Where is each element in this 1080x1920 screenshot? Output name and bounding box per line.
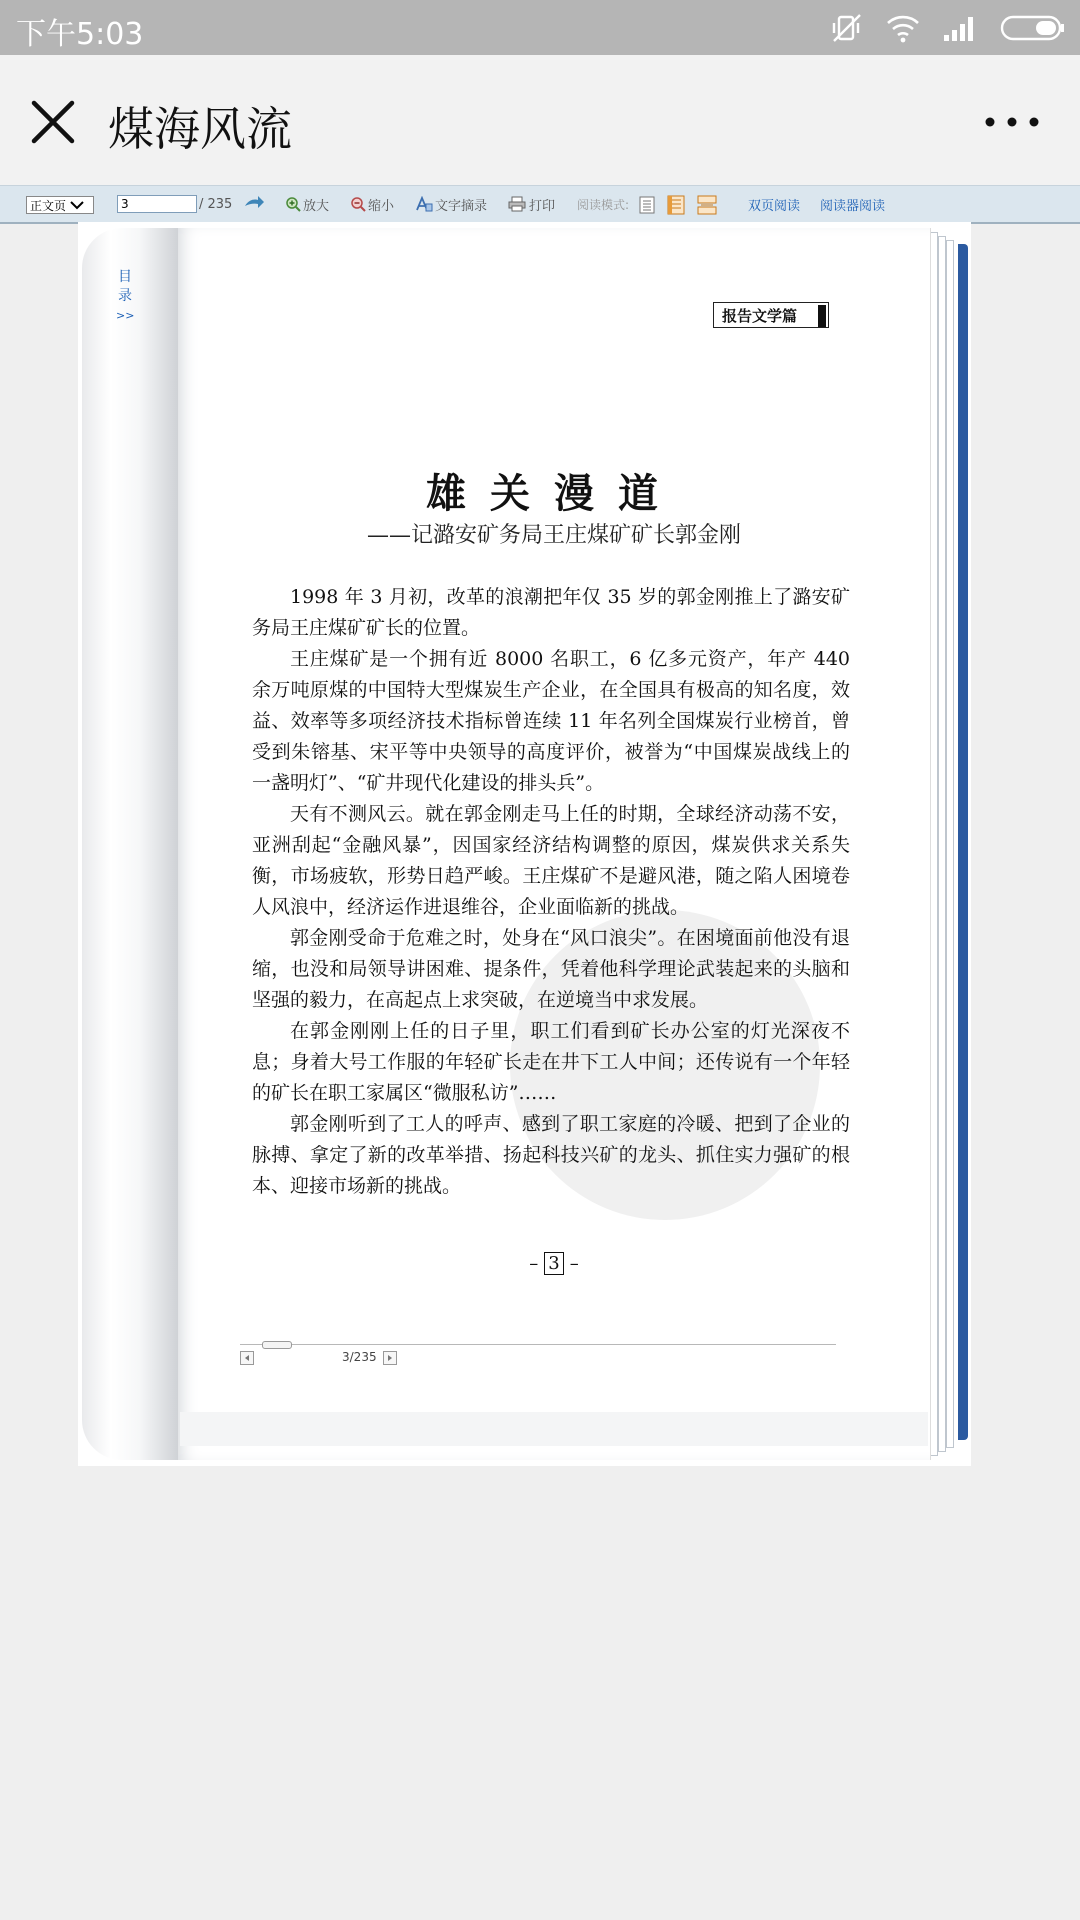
page-footer-strip bbox=[180, 1412, 928, 1446]
paragraph: 1998 年 3 月初，改革的浪潮把年仅 35 岁的郭金刚推上了潞安矿务局王庄煤矿矿长的位置。 bbox=[252, 586, 850, 639]
text-extract-label: 文字摘录 bbox=[435, 198, 488, 214]
reader-toolbar bbox=[0, 185, 1080, 224]
zoom-out-label: 缩小 bbox=[368, 198, 395, 214]
page-number-input[interactable]: 3 bbox=[117, 195, 197, 213]
page-count: 3/235 bbox=[342, 1350, 377, 1364]
zoom-out-button[interactable] bbox=[350, 186, 394, 222]
total-pages: / 235 bbox=[199, 196, 233, 212]
continuous-mode-icon[interactable] bbox=[666, 194, 686, 216]
book-spine bbox=[82, 228, 178, 1460]
go-arrow-icon[interactable] bbox=[243, 195, 265, 211]
reader-read-link[interactable]: 阅读器阅读 bbox=[820, 198, 886, 214]
zoom-in-button[interactable] bbox=[285, 186, 329, 222]
section-tag bbox=[713, 302, 829, 328]
page-stack-edge bbox=[946, 240, 954, 1448]
toc-link[interactable] bbox=[116, 268, 135, 325]
chevron-down-icon bbox=[70, 200, 84, 210]
chevron-right-icon bbox=[386, 1354, 394, 1362]
vibrate-off-icon bbox=[830, 11, 864, 45]
article-subtitle: ——记潞安矿务局王庄煤矿矿长郭金刚 bbox=[366, 523, 741, 548]
page-scrollbar-track bbox=[240, 1344, 836, 1345]
wifi-icon bbox=[886, 13, 920, 43]
text-extract-icon bbox=[415, 196, 433, 212]
single-page-mode-icon[interactable] bbox=[638, 195, 656, 215]
page-dash-left: – bbox=[529, 1253, 539, 1274]
status-icons bbox=[830, 10, 1066, 46]
paragraph: 天有不测风云。就在郭金刚走马上任的时期，全球经济动荡不安，亚洲刮起“金融风暴”，因国家经济结构调整的原因，煤炭供求关系失衡，市场疲软，形势日趋严峻。王庄煤矿不是避风港，随之陷人困境卷人风浪中，经济运作进退维谷，企业面临新的挑战。 bbox=[252, 803, 850, 918]
page-title: 煤海风流 bbox=[108, 102, 292, 156]
paragraph: 郭金刚受命于危难之时，处身在“风口浪尖”。在困境面前他没有退缩，也没和局领导讲困难、提条件，凭着他科学理论武装起来的头脑和坚强的毅力，在高起点上求突破，在逆境当中求发展。 bbox=[252, 927, 850, 1011]
zoom-in-icon bbox=[285, 196, 301, 212]
page-type-select[interactable] bbox=[26, 196, 94, 214]
paragraph: 王庄煤矿是一个拥有近 8000 名职工，6 亿多元资产，年产 440 余万吨原煤的中国特大型煤炭生产企业，在全国具有极高的知名度，效益、效率等多项经济技术指标曾连续 11 年名列全国煤炭行业榜首，曾受到朱镕基、宋平等中央领导的高度评价，被誉为“中国煤炭战线上的一盏明灯”、“矿井现代化建设的排头兵”。 bbox=[252, 648, 850, 794]
more-options-icon[interactable] bbox=[984, 113, 1040, 131]
prev-page-button[interactable] bbox=[240, 1351, 254, 1365]
toc-char-1: 目 bbox=[118, 269, 132, 285]
signal-icon bbox=[942, 13, 978, 43]
page-dash-right: – bbox=[569, 1253, 579, 1274]
toc-char-2: 录 bbox=[118, 288, 132, 304]
title-bar bbox=[0, 55, 1080, 185]
text-extract-button[interactable] bbox=[415, 186, 487, 222]
article-body bbox=[252, 582, 850, 1202]
battery-icon bbox=[1000, 14, 1066, 42]
read-mode-label: 阅读模式: bbox=[577, 197, 630, 212]
status-bar bbox=[0, 0, 1080, 55]
page-scrollbar-thumb[interactable] bbox=[262, 1341, 292, 1349]
print-label: 打印 bbox=[529, 198, 556, 214]
paragraph: 在郭金刚刚上任的日子里，职工们看到矿长办公室的灯光深夜不息；身着大号工作服的年轻矿长走在井下工人中间；还传说有一个年轻的矿长在职工家属区“微服私访”…… bbox=[252, 1020, 850, 1104]
status-time: 下午5:03 bbox=[16, 17, 144, 52]
double-page-link[interactable]: 双页阅读 bbox=[748, 198, 801, 214]
article-title: 雄关漫道 bbox=[426, 470, 682, 517]
scroll-mode-icon[interactable] bbox=[696, 194, 718, 216]
book-cover-edge bbox=[958, 244, 968, 1440]
printer-icon bbox=[508, 196, 526, 212]
section-tag-bar bbox=[818, 305, 826, 327]
section-tag-label: 报告文学篇 bbox=[722, 306, 798, 325]
page-stack-edge bbox=[930, 232, 938, 1456]
page-number bbox=[178, 1252, 930, 1275]
page-number-value: 3 bbox=[544, 1252, 563, 1275]
paragraph: 郭金刚听到了工人的呼声、感到了职工家庭的冷暖、把到了企业的脉搏、拿定了新的改革举措、扬起科技兴矿的龙头、抓住实力强矿的根本、迎接市场新的挑战。 bbox=[252, 1113, 850, 1197]
toc-arrow: >> bbox=[116, 309, 135, 322]
zoom-in-label: 放大 bbox=[303, 198, 330, 214]
chevron-left-icon bbox=[243, 1354, 251, 1362]
close-icon[interactable] bbox=[26, 95, 80, 149]
page-stack-edge bbox=[938, 236, 946, 1452]
zoom-out-icon bbox=[350, 196, 366, 212]
print-button[interactable] bbox=[508, 186, 555, 222]
page-type-select-value: 正文页 bbox=[30, 198, 67, 213]
next-page-button[interactable] bbox=[383, 1351, 397, 1365]
